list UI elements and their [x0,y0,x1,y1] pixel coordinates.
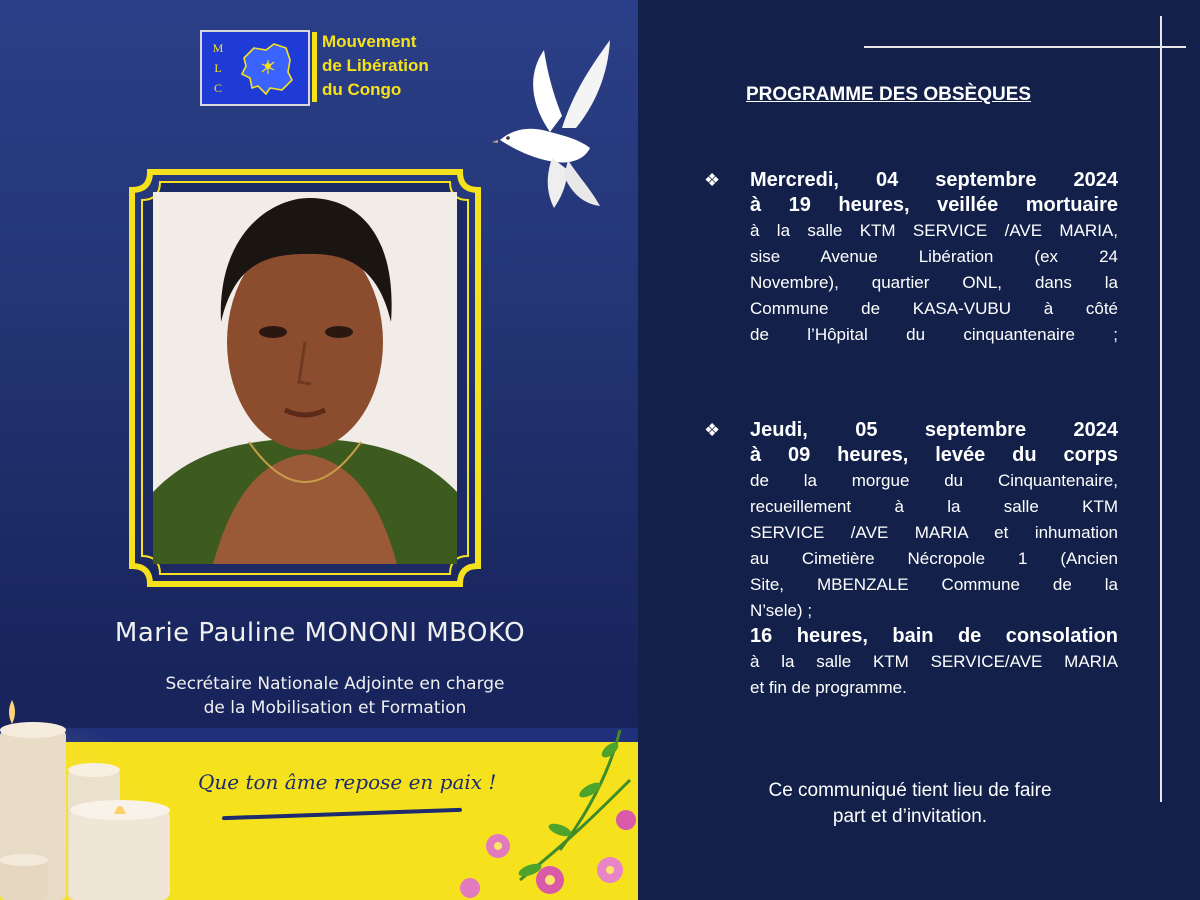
detail-line: Site, MBENZALE Commune de la [750,575,1118,594]
portrait-image [153,192,457,564]
logo-text-line: du Congo [322,80,402,99]
logo-letters [208,38,228,100]
program-item-1 [704,168,1120,378]
item-details [750,218,1118,348]
detail-line: Novembre), quartier ONL, dans la [750,273,1118,292]
detail-line: de l’Hôpital du cinquantenaire ; [750,325,1118,344]
footer-note [700,778,1120,830]
heading-line: à 09 heures, levée du corps [750,444,1118,466]
deceased-name: Marie Pauline MONONI MBOKO [114,618,526,648]
item-heading [750,418,1118,468]
deceased-title-line: Secrétaire Nationale Adjointe en charge [165,674,505,694]
deceased-title-line: de la Mobilisation et Formation [203,698,467,718]
dove-icon [492,36,622,212]
program-title: PROGRAMME DES OBSÈQUES [746,84,1032,105]
detail-line: SERVICE /AVE MARIA et inhumation [750,523,1118,542]
rip-message: Que ton âme repose en paix ! [198,770,497,794]
detail-line: recueillement à la salle KTM [750,497,1118,516]
bullet-diamond-icon: ❖ [704,420,721,440]
item-details-2 [750,649,1118,701]
program-item-body [750,168,1118,348]
detail-line: sise Avenue Libération (ex 24 [750,247,1118,266]
item-heading [750,168,1118,218]
logo-text [322,30,482,102]
logo-text-line: de Libération [322,56,429,75]
logo-text-line: Mouvement [322,32,417,51]
mlc-logo [200,30,310,106]
footer-line: part et d’invitation. [832,806,988,827]
heading-line: Mercredi, 04 septembre 2024 [750,169,1118,191]
heading-line: 16 heures, bain de consolation [750,625,1118,647]
deceased-photo [153,192,457,564]
heading-line: à 19 heures, veillée mortuaire [750,194,1118,216]
heading-line: Jeudi, 05 septembre 2024 [750,419,1118,441]
detail-line: N’sele) ; [750,601,813,620]
logo-letter: L [214,61,222,75]
item-details [750,468,1118,624]
detail-line: à la salle KTM SERVICE/AVE MARIA [750,652,1118,671]
detail-line: à la salle KTM SERVICE /AVE MARIA, [750,221,1118,240]
footer-line: Ce communiqué tient lieu de faire [768,780,1052,801]
logo-separator [312,32,317,102]
cross-line-icon [864,46,1186,48]
logo-letter: C [213,81,222,95]
detail-line: au Cimetière Nécropole 1 (Ancien [750,549,1118,568]
logo-letter: M [212,41,224,55]
detail-line: de la morgue du Cinquantenaire, [750,471,1118,490]
item-heading-2 [750,624,1118,649]
detail-line: et fin de programme. [750,678,907,697]
program-item-body [750,418,1118,701]
bullet-diamond-icon: ❖ [704,170,721,190]
program-item-2 [704,418,1120,728]
flower-icon [440,720,640,900]
drc-map-icon [236,40,296,96]
detail-line: Commune de KASA-VUBU à côté [750,299,1118,318]
cross-line-icon [1160,16,1162,802]
candle-icon [0,690,180,900]
